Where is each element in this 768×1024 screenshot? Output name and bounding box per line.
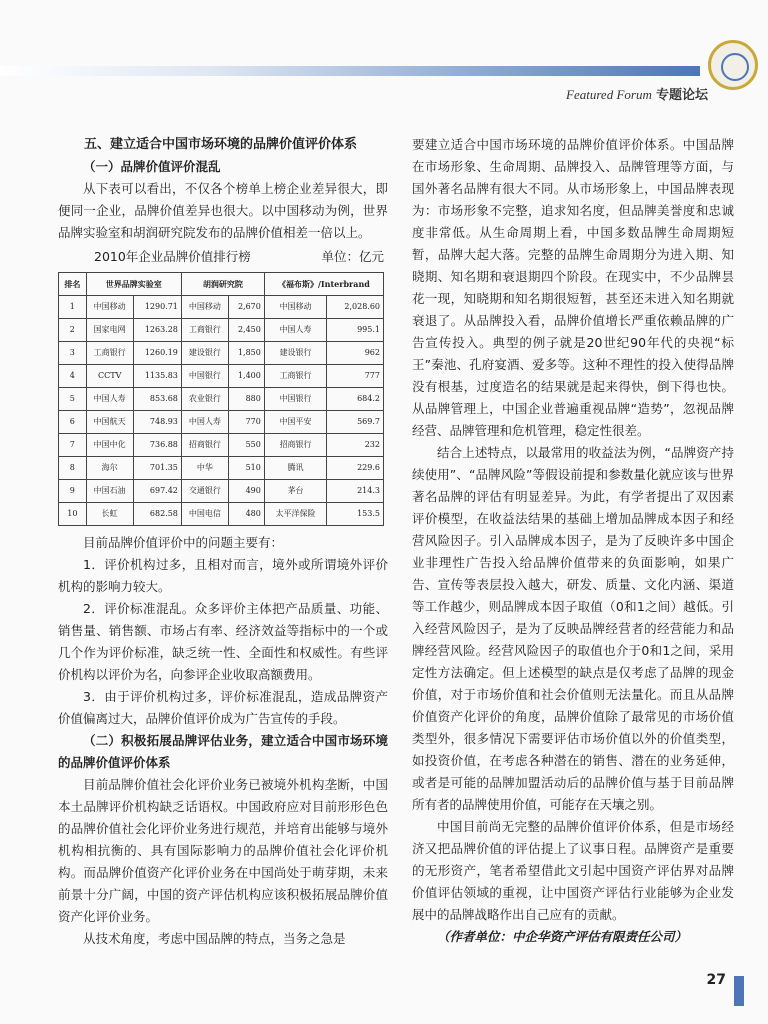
table-cell: 交通银行: [181, 480, 228, 503]
table-cell: 中国石油: [86, 480, 133, 503]
table-cell: 770: [228, 411, 264, 434]
table-cell: 682.58: [133, 503, 181, 526]
table-cell: 2,028.60: [327, 296, 384, 319]
brand-ranking-table: [58, 272, 384, 526]
table-cell: 中国移动: [264, 296, 326, 319]
table-row: [59, 434, 384, 457]
table-cell: 1,400: [228, 365, 264, 388]
section-heading: 五、建立适合中国市场环境的品牌价值评价体系: [84, 137, 358, 152]
table-cell: 1135.83: [133, 365, 181, 388]
table-cell: 153.5: [327, 503, 384, 526]
table-cell: 853.68: [133, 388, 181, 411]
header-gradient-bar: [0, 66, 700, 76]
table-cell: 7: [59, 434, 87, 457]
table-cell: 农业银行: [181, 388, 228, 411]
section-header-en: Featured Forum: [566, 87, 652, 102]
table-cell: 2,670: [228, 296, 264, 319]
table-cell: 995.1: [327, 319, 384, 342]
table-caption-row: [58, 246, 388, 268]
subheading-2: （二）积极拓展品牌评估业务，建立适合中国市场环境的品牌价值评价体系: [58, 733, 388, 770]
table-cell: 3: [59, 342, 87, 365]
table-cell: 中国航天: [86, 411, 133, 434]
table-cell: 中国银行: [181, 365, 228, 388]
table-row: [59, 411, 384, 434]
table-cell: 490: [228, 480, 264, 503]
table-cell: 1260.19: [133, 342, 181, 365]
paragraph: 从下表可以看出，不仅各个榜单上榜企业差异很大，即便同一企业，品牌价值差异也很大。以中国移动为例，世界品牌实验室和胡润研究院发布的品牌价值相差一倍以上。: [58, 181, 388, 240]
author-affiliation: （作者单位：中企华资产评估有限责任公司）: [437, 929, 688, 944]
paragraph: 中国目前尚无完整的品牌价值评价体系，但是市场经济又把品牌价值的评估提上了议事日程。品牌资产是重要的无形资产，笔者希望借此文引起中国资产评估界对品牌价值评估领域的重视，让中国资产评估行业能够为企业发展中的品牌战略作出自己应有的贡献。: [412, 819, 734, 922]
table-cell: 2: [59, 319, 87, 342]
table-header-row: [59, 273, 384, 296]
table-cell: 550: [228, 434, 264, 457]
table-cell: 777: [327, 365, 384, 388]
table-body: [59, 296, 384, 526]
table-cell: 建设银行: [181, 342, 228, 365]
table-row: [59, 342, 384, 365]
table-cell: 880: [228, 388, 264, 411]
page-number: 27: [706, 972, 726, 988]
table-cell: 中国人寿: [181, 411, 228, 434]
paragraph: 3．由于评价机构过多，评价标准混乱，造成品牌资产价值偏离过大，品牌价值评价成为广告宣传的手段。: [58, 689, 388, 726]
paragraph: 2．评价标准混乱。众多评价主体把产品质量、功能、销售量、销售额、市场占有率、经济效益等指标中的一个或几个作为评价标准，缺乏统一性、全面性和权威性。有些评价机构以评价为名，向参评企业收取高额费用。: [58, 601, 388, 682]
paragraph: 要建立适合中国市场环境的品牌价值评价体系。中国品牌在市场形象、生命周期、品牌投入、品牌管理等方面，与国外著名品牌有很大不同。从市场形象上，中国品牌表现为：市场形象不完整，追求知名度，但品牌美誉度和忠诚度非常低。从生命周期上看，中国多数品牌生命周期短暂，品牌大起大落。完整的品牌生命周期分为进入期、知晓期、知名期和衰退期四个阶段。在现实中，不少品牌昙花一现，知晓期和知名期很短暂，甚至还未进入知名期就衰退了。从品牌投入看，品牌价值增长严重依赖品牌的广告宣传投入。典型的例子就是20世纪90年代的央视“标王”秦池、孔府宴酒、爱多等。这种不理性的投入使得品牌没有根基，过度造名的结果就是起来得快，倒下得也快。从品牌管理上，中国企业普遍重视品牌“造势”，忽视品牌经营、品牌管理和危机管理，稳定性很差。: [412, 137, 734, 438]
paragraph: 结合上述特点，以最常用的收益法为例，“品牌资产持续使用”、“品牌风险”等假设前提和参数量化就应该与世界著名品牌的评估有明显差异。为此，有学者提出了双因素评价模型，在收益法结果的基础上增加品牌成本因子和经营风险因子。引入品牌成本因子，是为了反映许多中国企业非理性广告投入给品牌价值带来的负面影响，如果广告、宣传等表层投入越大，研发、质量、文化内涵、渠道等工作越少，则品牌成本因子取值（0和1之间）越低。引入经营风险因子，是为了反映品牌经营者的经营能力和品牌经营风险。经营风险因子的取值也介于0和1之间，采用定性方法确定。但上述模型的缺点是仅考虑了品牌的现金价值，对于市场价值和社会价值则无法量化。而且从品牌价值资产化评价的角度，品牌价值除了最常见的市场价值类型外，很多情况下需要评估市场价值以外的价值类型，如投资价值，在考虑各种潜在的销售、潜在的业务延伸，或者是可能的品牌加盟活动后的品牌价值与基于目前品牌所有者的品牌使用价值，可能存在天壤之别。: [412, 445, 734, 812]
table-cell: 中国人寿: [264, 319, 326, 342]
table-cell: 工商银行: [86, 342, 133, 365]
table-row: [59, 480, 384, 503]
section-header: [566, 84, 708, 103]
table-cell: 中国电信: [181, 503, 228, 526]
table-cell: 中国人寿: [86, 388, 133, 411]
table-cell: 232: [327, 434, 384, 457]
table-row: [59, 503, 384, 526]
section-header-zh: 专题论坛: [655, 88, 708, 103]
table-cell: 736.88: [133, 434, 181, 457]
table-cell: 1263.28: [133, 319, 181, 342]
table-cell: 中国银行: [264, 388, 326, 411]
table-cell: 1290.71: [133, 296, 181, 319]
table-cell: 中国平安: [264, 411, 326, 434]
table-cell: 腾讯: [264, 457, 326, 480]
table-cell: 701.35: [133, 457, 181, 480]
table-row: [59, 388, 384, 411]
table-cell: 茅台: [264, 480, 326, 503]
table-cell: 6: [59, 411, 87, 434]
right-column: [412, 134, 734, 948]
table-cell: 214.3: [327, 480, 384, 503]
table-cell: CCTV: [86, 365, 133, 388]
col-header-forbes: 《福布斯》/Interbrand: [264, 273, 383, 296]
table-cell: 748.93: [133, 411, 181, 434]
table-unit: 单位：亿元: [321, 249, 384, 264]
table-cell: 697.42: [133, 480, 181, 503]
paragraph: 从技术角度，考虑中国品牌的特点，当务之急是: [83, 931, 346, 946]
table-cell: 5: [59, 388, 87, 411]
table-cell: 中国移动: [181, 296, 228, 319]
table-cell: 480: [228, 503, 264, 526]
table-cell: 569.7: [327, 411, 384, 434]
table-cell: 9: [59, 480, 87, 503]
table-cell: 4: [59, 365, 87, 388]
table-cell: 510: [228, 457, 264, 480]
table-cell: 229.6: [327, 457, 384, 480]
paragraph: 1．评价机构过多，且相对而言，境外或所谓境外评价机构的影响力较大。: [58, 557, 388, 594]
table-cell: 中国中化: [86, 434, 133, 457]
table-cell: 10: [59, 503, 87, 526]
table-cell: 建设银行: [264, 342, 326, 365]
table-cell: 长虹: [86, 503, 133, 526]
table-cell: 太平洋保险: [264, 503, 326, 526]
table-cell: 招商银行: [181, 434, 228, 457]
table-cell: 1,850: [228, 342, 264, 365]
table-cell: 国家电网: [86, 319, 133, 342]
table-row: [59, 457, 384, 480]
subheading-1: （一）品牌价值评价混乱: [83, 159, 221, 174]
paragraph: 目前品牌价值评价中的问题主要有：: [83, 535, 284, 550]
table-cell: 工商银行: [181, 319, 228, 342]
journal-seal-logo: [708, 40, 758, 90]
table-cell: 1: [59, 296, 87, 319]
table-cell: 2,450: [228, 319, 264, 342]
table-caption: 2010年企业品牌价值排行榜: [94, 249, 251, 264]
col-header-hurun: 胡润研究院: [181, 273, 264, 296]
table-cell: 962: [327, 342, 384, 365]
left-column: [58, 134, 388, 950]
table-row: [59, 319, 384, 342]
table-cell: 招商银行: [264, 434, 326, 457]
table-cell: 海尔: [86, 457, 133, 480]
col-header-rank: 排名: [59, 273, 87, 296]
page-number-bar: [734, 976, 744, 1006]
table-row: [59, 296, 384, 319]
table-cell: 工商银行: [264, 365, 326, 388]
table-cell: 684.2: [327, 388, 384, 411]
paragraph: 目前品牌价值社会化评价业务已被境外机构垄断，中国本土品牌评价机构缺乏话语权。中国政府应对目前形形色色的品牌价值社会化评价业务进行规范，并培育出能够与境外机构相抗衡的、具有国际影响力的品牌价值社会化评价机构。而品牌价值资产化评价业务在中国尚处于萌芽期，未来前景十分广阔，中国的资产评估机构应该积极拓展品牌价值资产化评价业务。: [58, 777, 388, 924]
table-row: [59, 365, 384, 388]
col-header-wbl: 世界品牌实验室: [86, 273, 181, 296]
table-cell: 中国移动: [86, 296, 133, 319]
table-cell: 中华: [181, 457, 228, 480]
table-cell: 8: [59, 457, 87, 480]
